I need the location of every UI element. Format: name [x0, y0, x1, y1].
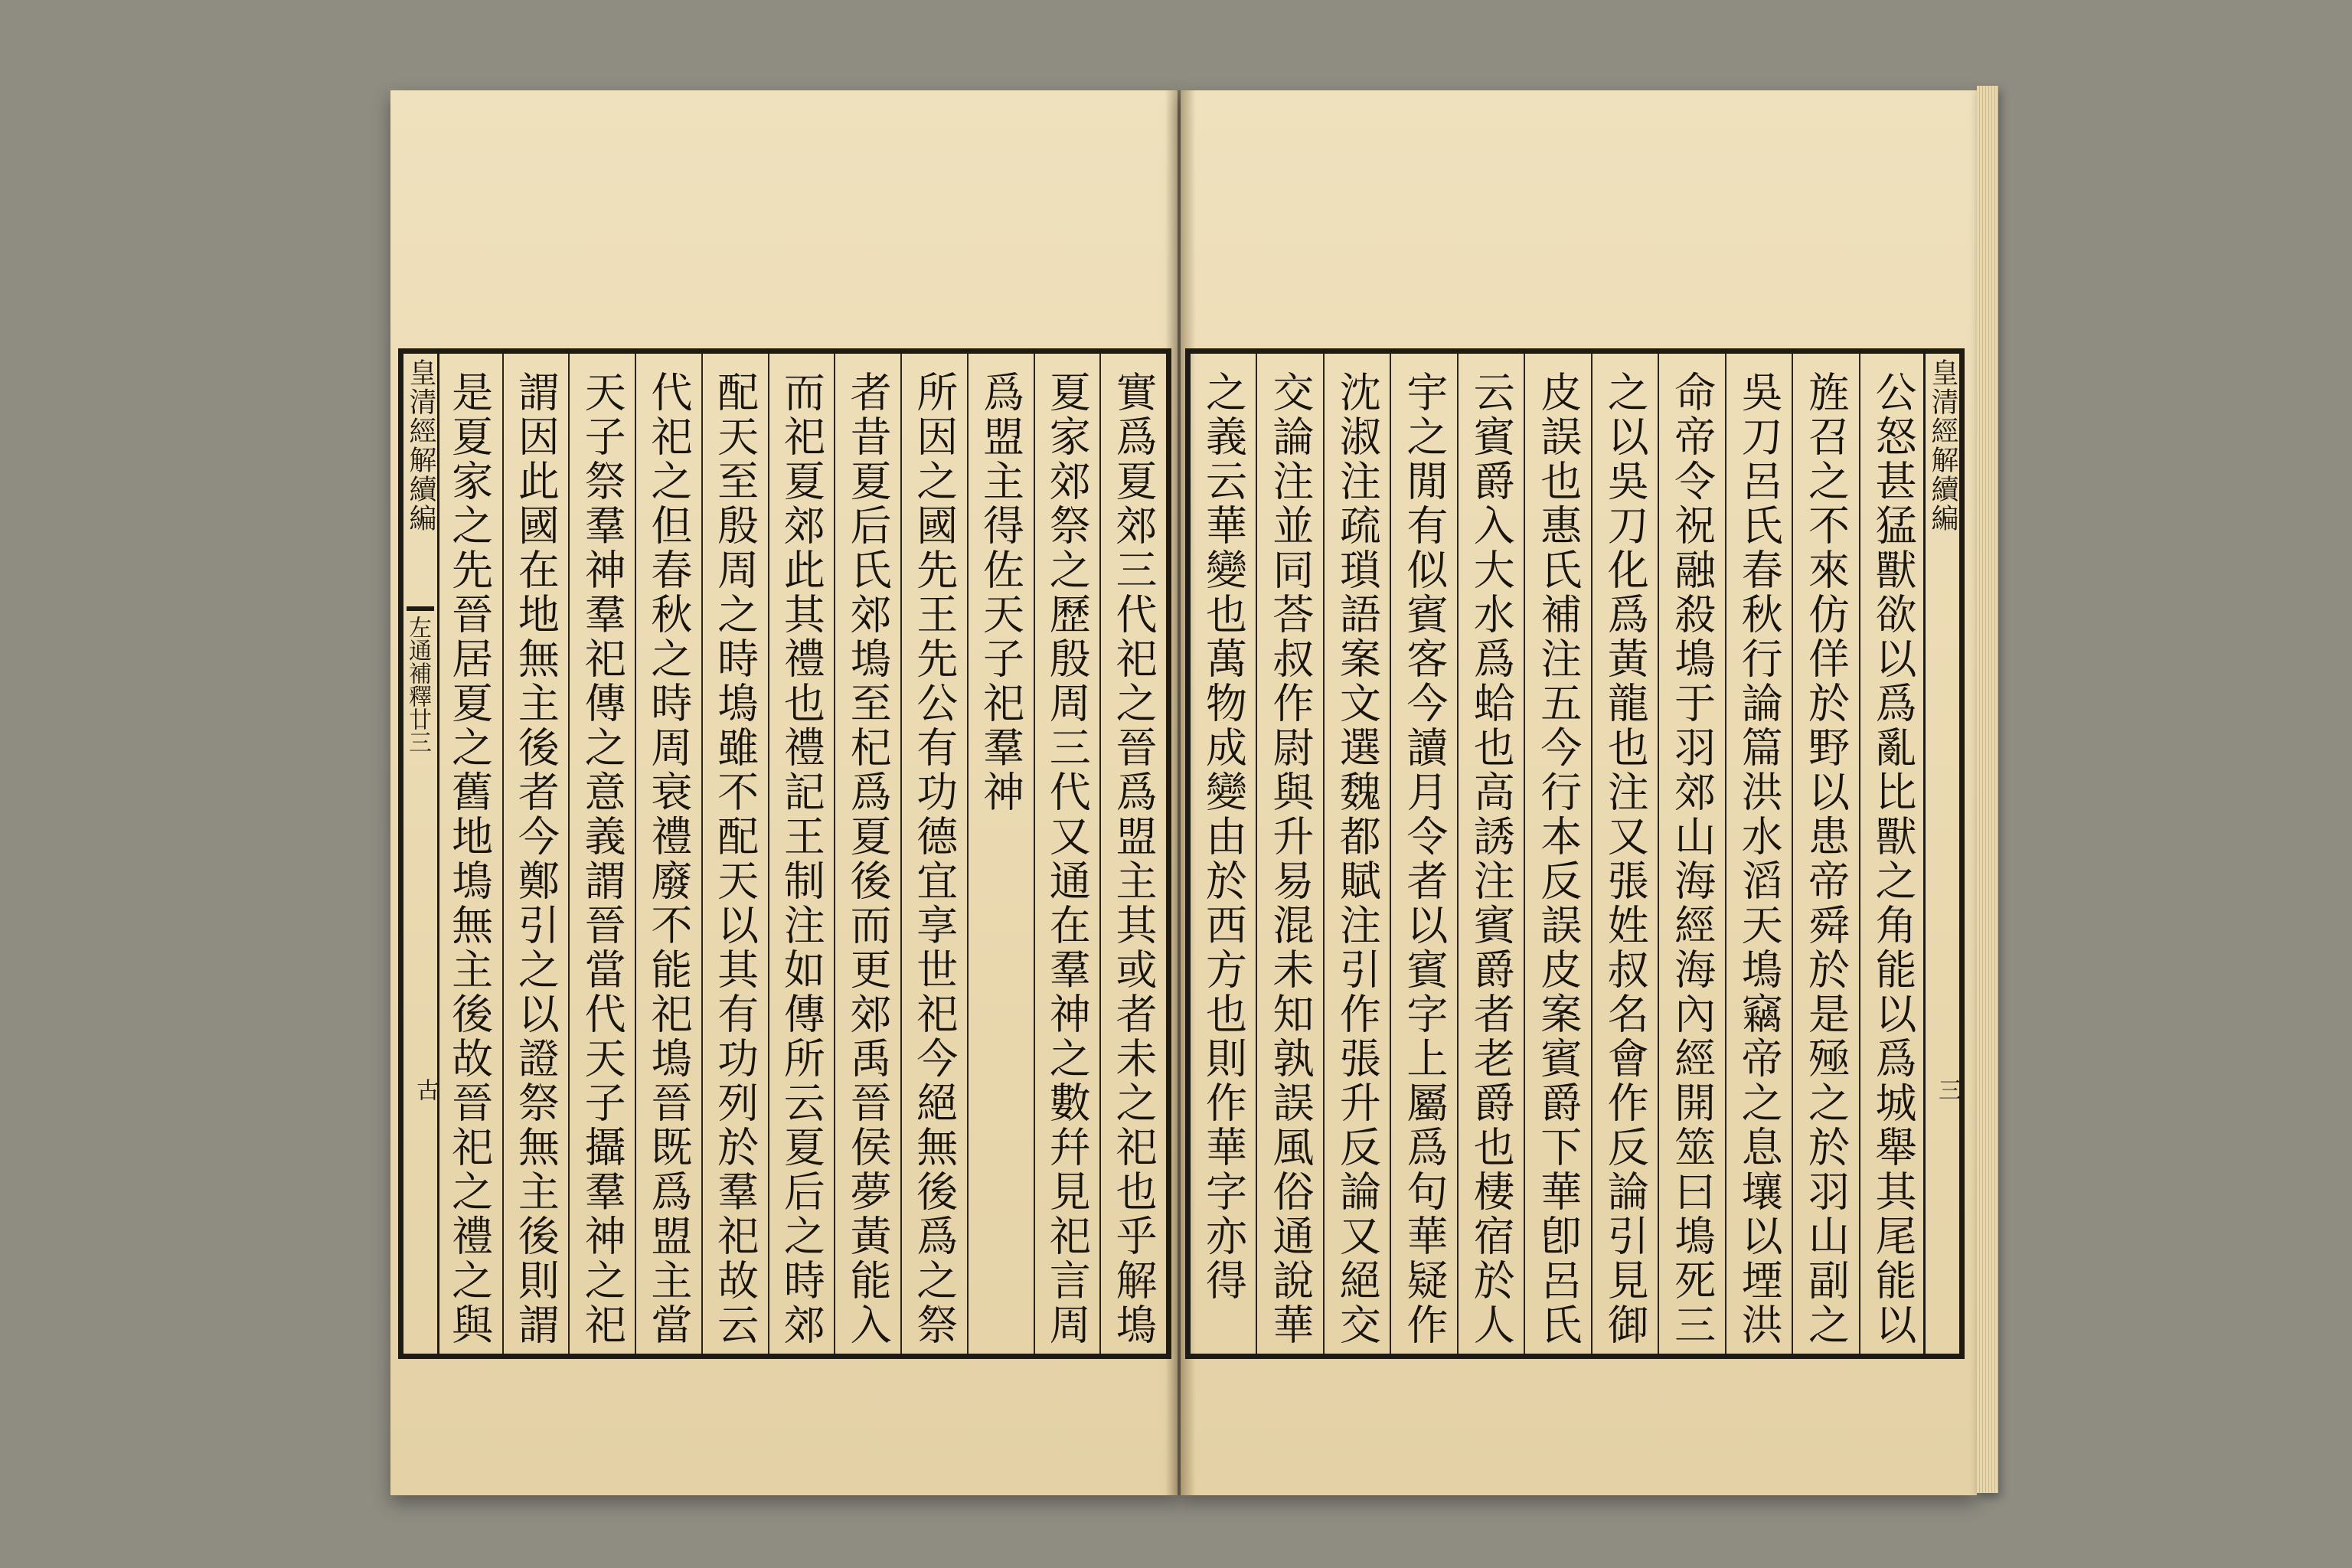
right-text-columns [1191, 354, 1926, 1354]
left-column: 而祀夏郊此其禮也禮記王制注如傳所云夏后之時郊 [768, 354, 835, 1354]
left-banxin [403, 354, 439, 1354]
right-column: 吳刀呂氏春秋行論篇洪水滔天䲧竊帝之息壤以堙洪 [1725, 354, 1792, 1354]
page-edges [1977, 86, 1998, 1493]
left-banxin-title: 皇清經解續編 [405, 358, 436, 533]
right-column: 公怒甚猛獸欲以爲亂比獸之角能以爲城舉其尾能以 [1859, 354, 1926, 1354]
left-column: 夏家郊祭之歷殷周三代又通在羣神之數幷見祀言周 [1034, 354, 1100, 1354]
right-column: 交論注並同荅叔作尉與升易混未知孰誤風俗通說華 [1256, 354, 1322, 1354]
left-folio-number: 古 [412, 1078, 439, 1101]
left-column: 所因之國先王先公有功德宜享世祀今絕無後爲之祭 [900, 354, 967, 1354]
right-column: 皮誤也惠氏補注五今行本反誤皮案賓爵下華卽呂氏 [1524, 354, 1590, 1354]
right-column: 宇之閒有似賓客今讀月令者以賓字上屬爲句華疑作 [1390, 354, 1456, 1354]
right-folio-number: 三 [1934, 1078, 1961, 1101]
left-column: 是夏家之先晉居夏之舊地䲧無主後故晉祀之禮之與 [445, 371, 494, 1348]
right-column: 旌召之不來仿佯於野以患帝舜於是殛之於羽山副之 [1792, 354, 1858, 1354]
right-banxin-title: 皇清經解續編 [1927, 358, 1958, 533]
right-text-frame [1185, 348, 1965, 1359]
right-column: 云賓爵入大水爲蛤也高誘注賓爵者老爵也棲宿於人 [1457, 354, 1524, 1354]
left-column: 配天至殷周之時䲧雖不配天以其有功列於羣祀故云 [701, 354, 768, 1354]
left-column: 爲盟主得佐天子祀羣神 [967, 354, 1034, 1354]
left-column: 代祀之但春秋之時周衰禮廢不能祀䲧晉既爲盟主當 [635, 354, 701, 1354]
left-column: 謂因此國在地無主後者今鄭引之以證祭無主後則謂 [502, 354, 569, 1354]
right-column: 之義云華變也萬物成變由於西方也則作華字亦得 [1199, 371, 1248, 1303]
right-column: 沈淑注疏瑣語案文選魏都賦注引作張升反論又絕交 [1323, 354, 1390, 1354]
left-text-columns [437, 354, 1166, 1354]
left-column: 實爲夏郊三代祀之晉爲盟主其或者未之祀也乎解䲧 [1099, 354, 1166, 1354]
left-column: 者昔夏后氏郊䲧至杞爲夏後而更郊禹晉侯夢黃能入 [834, 354, 900, 1354]
left-column: 天子祭羣神羣祀傳之意義謂晉當代天子攝羣神之祀 [568, 354, 635, 1354]
right-banxin [1923, 354, 1959, 1354]
right-column: 之以吳刀化爲黃龍也注又張姓叔名會作反論引見御 [1591, 354, 1658, 1354]
left-banxin-subtitle: 左通補釋廿三 [407, 606, 434, 758]
right-column: 命帝令祝融殺䲧于羽郊山海經海內經開筮曰䲧死三 [1658, 354, 1724, 1354]
left-text-frame [398, 348, 1171, 1359]
